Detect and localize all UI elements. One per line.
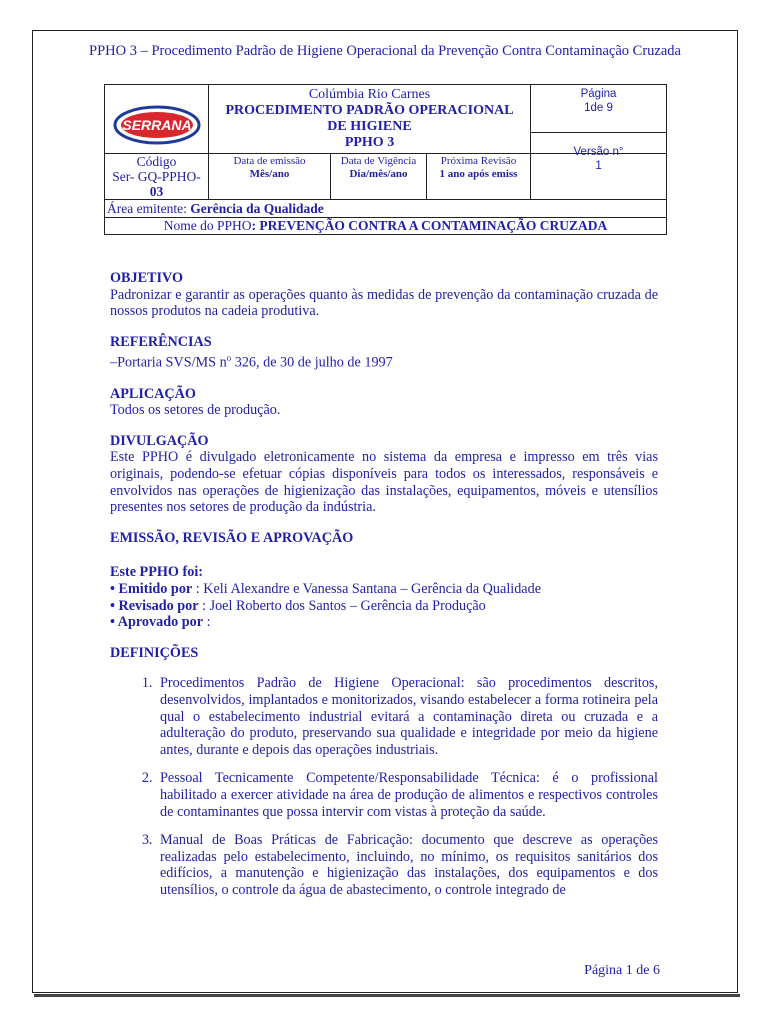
codigo-value: Ser- GQ-PPHO- [112, 169, 201, 184]
section-emissao [110, 530, 658, 547]
versao-label: Versão n° [573, 146, 624, 158]
serrana-logo [113, 105, 201, 145]
definicoes-title: DEFINIÇÕES [110, 644, 199, 661]
divulgacao-title: DIVULGAÇÃO [110, 432, 209, 449]
codigo-value-2: 03 [149, 184, 164, 199]
section-aplicacao [110, 386, 658, 419]
section-objetivo [110, 270, 658, 320]
emitido-line: • Emitido por : Keli Alexandre e Vanessa Santana – Gerência da Qualidade [110, 581, 541, 598]
definicoes-list [110, 675, 658, 898]
logo-text: SERRANA [121, 117, 192, 133]
vigencia-value: Dia/mês/ano [349, 168, 408, 180]
revisado-line: • Revisado por : Joel Roberto dos Santos – Gerência da Produção [110, 597, 486, 614]
company-cell [209, 85, 531, 154]
company-name: Colúmbia Rio Carnes [308, 87, 431, 102]
list-item: 1. Procedimentos Padrão de Higiene Operacional: são procedimentos descritos, desenvolvidos, implantados e monitorizados, visando estabelecer a forma rotineira pela qual o estabelecimento industrial evitará a contaminação direta ou cruzada e a adulteração do produto, preservando sua qualidade e integridade por meio da higiene antes, durante e depois das operações industriais. [156, 675, 658, 758]
area-emitente-row [105, 200, 667, 218]
area-label: Área emitente: [107, 201, 191, 216]
objetivo-title: OBJETIVO [110, 270, 184, 286]
vigencia-cell [331, 154, 427, 200]
vigencia-label: Data de Vigência [340, 155, 417, 167]
revisao-label: Próxima Revisão [440, 155, 517, 167]
procedure-line-1: PROCEDIMENTO PADRÃO OPERACIONAL [225, 103, 514, 118]
pagina-value: 1de 9 [584, 102, 613, 114]
referencias-title: REFERÊNCIAS [110, 333, 212, 350]
versao-cell [531, 146, 667, 200]
codigo-label: Código [136, 154, 177, 169]
document-title: PPHO 3 – Procedimento Padrão de Higiene Operacional da Prevenção Contra Contaminação Cruzada [89, 43, 681, 59]
divulgacao-text: Este PPHO é divulgado eletronicamente no sistema da empresa e impresso em três vias originais, podendo-se efetuar cópias disponíveis para todos os interessados, responsáveis e envolvidos nas operações de higienização das instalações, equipamentos, móveis e utensílios presentes nos setores de produção da indústria. [110, 449, 658, 516]
header-table [104, 84, 667, 235]
aplicacao-text: Todos os setores de produção. [110, 402, 281, 419]
codigo-cell [105, 154, 209, 200]
list-item: 3. Manual de Boas Práticas de Fabricação: documento que descreve as operações realizadas pelo estabelecimento, incluindo, no mínimo, os requisitos sanitários dos edifícios, a manutenção e higienização das instalações, dos equipamentos e dos utensílios, o controle da água de abastecimento, o controle integrado de [156, 832, 658, 898]
section-definicoes [110, 645, 658, 899]
pagina-label: Página [580, 88, 617, 100]
section-responsaveis [110, 564, 658, 630]
versao-value: 1 [595, 160, 602, 172]
emissao-label: Data de emissão [233, 155, 306, 167]
nome-label: Nome do PPHO [163, 218, 252, 233]
aplicacao-title: APLICAÇÃO [110, 385, 196, 402]
area-value: Gerência da Qualidade [190, 201, 324, 216]
procedure-line-3: PPHO 3 [344, 135, 395, 150]
aprovado-line: • Aprovado por : [110, 614, 211, 631]
emissao-cell [209, 154, 331, 200]
document-body [110, 270, 658, 911]
section-referencias [110, 334, 658, 372]
ppho-name-row [105, 218, 667, 235]
section-divulgacao [110, 433, 658, 516]
este-ppho-label: Este PPHO foi: [110, 564, 203, 581]
emissao-title: EMISSÃO, REVISÃO E APROVAÇÃO [110, 529, 354, 546]
page-number-footer: Página 1 de 6 [584, 963, 660, 978]
logo-cell [105, 85, 209, 154]
page-shadow [34, 994, 740, 997]
revisao-value: 1 ano após emiss [439, 168, 518, 180]
emissao-value: Mês/ano [249, 168, 290, 180]
objetivo-text: Padronizar e garantir as operações quanto às medidas de prevenção da contaminação cruzada de nossos produtos na cadeia produtiva. [110, 286, 658, 320]
revisao-cell [427, 154, 531, 200]
referencias-text: –Portaria SVS/MS $n^o$ 326, de 30 de julho de 1997 [110, 353, 393, 372]
list-item: 2. Pessoal Tecnicamente Competente/Responsabilidade Técnica: é o profissional habilitado a exercer atividade na área de produção de alimentos e respectivos controles de contaminantes que possa intervir com vistas à proteção da saúde. [156, 770, 658, 820]
procedure-line-2: DE HIGIENE [327, 119, 412, 134]
nome-value: : PREVENÇÃO CONTRA A CONTAMINAÇÃO CRUZADA [251, 218, 608, 233]
